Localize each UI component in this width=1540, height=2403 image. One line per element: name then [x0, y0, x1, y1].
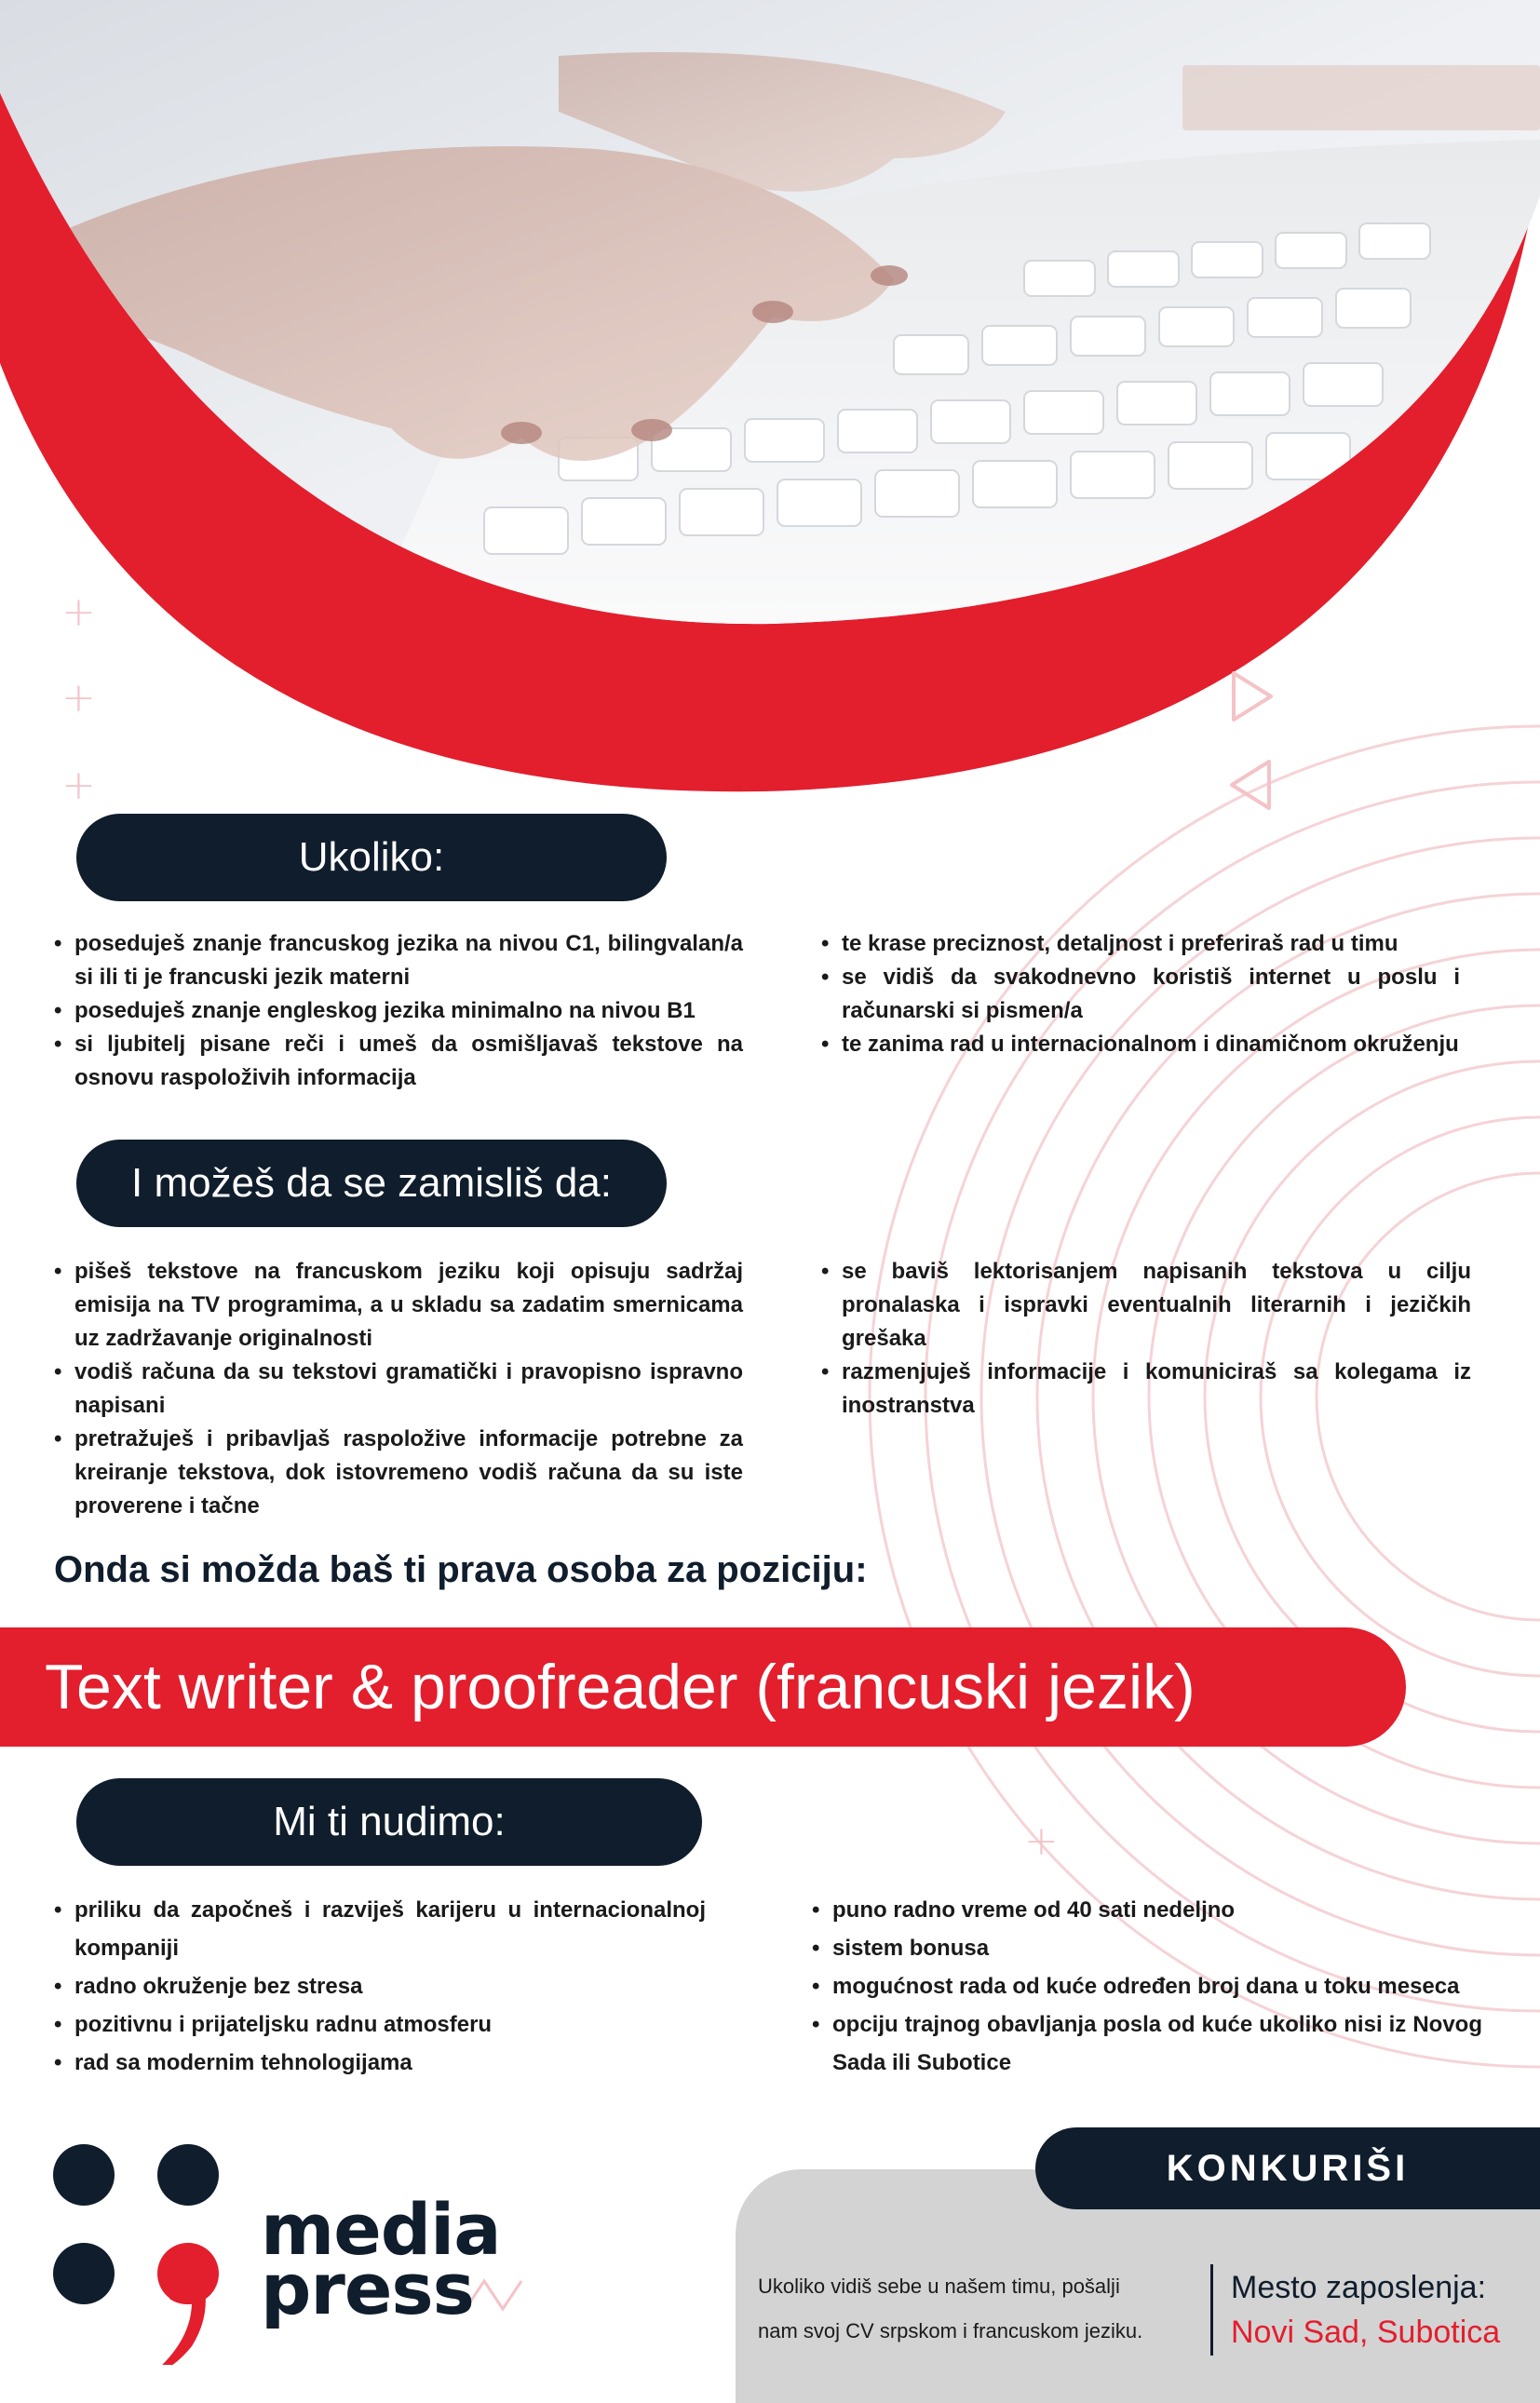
footer-divider — [1210, 2264, 1213, 2356]
hero-image — [0, 0, 1540, 801]
section-heading-offer-text: Mi ti nudimo: — [273, 1799, 506, 1844]
plus-deco-icon: + — [61, 588, 96, 636]
list-item: • priliku da započneš i razviješ karijeru u internacionalnoj kompaniji — [54, 1891, 706, 1967]
apply-button-label: KONKURIŠI — [1166, 2147, 1410, 2189]
position-title: Text writer & proofreader (francuski jezik) — [45, 1652, 1196, 1722]
section-heading-offer — [76, 1778, 702, 1866]
media-press-logo-icon — [52, 2141, 248, 2365]
list-item: • te krase preciznost, detaljnost i preferiraš rad u timu — [821, 927, 1460, 961]
list-item: • pretražuješ i pribavljaš raspoložive informacije potrebne za kreiranje tekstova, dok istovremeno vodiš računa da su iste proverene i tačne — [54, 1423, 743, 1523]
plus-deco-icon: + — [1024, 1817, 1059, 1865]
list-item: • pišeš tekstove na francuskom jeziku koji opisuju sadržaj emisija na TV programima, a u skladu sa zadatim smernicama uz zadržavanje originalnosti — [54, 1255, 743, 1356]
plus-deco-icon: + — [61, 674, 96, 722]
logo-word-media: media — [261, 2188, 501, 2271]
section-heading-if — [76, 814, 667, 901]
list-item: • vodiš računa da su tekstovi gramatički i pravopisno ispravno napisani — [54, 1356, 743, 1423]
location-value: Novi Sad, Subotica — [1231, 2315, 1501, 2350]
list-item: • razmenjuješ informacije i komuniciraš sa kolegama iz inostranstva — [821, 1356, 1471, 1423]
location-label: Mesto zaposlenja: — [1231, 2270, 1487, 2305]
list-item: • si ljubitelj pisane reči i umeš da osmišljavaš tekstove na osnovu raspoloživih informacija — [54, 1028, 743, 1095]
section-heading-imagine — [76, 1140, 667, 1227]
apply-button[interactable] — [1035, 2127, 1540, 2209]
cta-text — [758, 2264, 1205, 2354]
cta-line-1: Ukoliko vidiš sebe u našem timu, pošalji — [758, 2275, 1120, 2298]
offer-list-right — [812, 1891, 1482, 2082]
list-item: • poseduješ znanje francuskog jezika na nivou C1, bilingvalan/a si ili ti je francuski jezik materni — [54, 927, 743, 994]
logo-word-press: press — [261, 2248, 474, 2330]
if-list-right — [821, 927, 1460, 1061]
list-item: • sistem bonusa — [812, 1929, 1482, 1967]
imagine-list-right — [821, 1255, 1471, 1423]
list-item: • opciju trajnog obavljanja posla od kuće ukoliko nisi iz Novog Sada ili Subotice — [812, 2005, 1482, 2082]
if-list-left — [54, 927, 743, 1095]
cta-line-2: nam svoj CV srpskom i francuskom jeziku. — [758, 2319, 1143, 2342]
lead-in-text: Onda si možda baš ti prava osoba za poziciju: — [54, 1549, 868, 1590]
list-item: • pozitivnu i prijateljsku radnu atmosferu — [54, 2005, 706, 2044]
section-heading-if-text: Ukoliko: — [298, 834, 445, 880]
list-item: • radno okruženje bez stresa — [54, 1967, 706, 2005]
list-item: • se baviš lektorisanjem napisanih tekstova u cilju pronalaska i ispravki eventualnih literarnih i jezičkih grešaka — [821, 1255, 1471, 1356]
section-heading-imagine-text: I možeš da se zamisliš da: — [131, 1160, 612, 1206]
plus-deco-icon: + — [61, 762, 96, 809]
offer-list-left — [54, 1891, 706, 2082]
list-item: • se vidiš da svakodnevno koristiš internet u poslu i računarski si pismen/a — [821, 961, 1460, 1028]
position-banner — [0, 1627, 1406, 1747]
list-item: • mogućnost rada od kuće određen broj dana u toku meseca — [812, 1967, 1482, 2005]
list-item: • puno radno vreme od 40 sati nedeljno — [812, 1891, 1482, 1929]
imagine-list-left — [54, 1255, 743, 1523]
list-item: • poseduješ znanje engleskog jezika minimalno na nivou B1 — [54, 994, 743, 1028]
list-item: • te zanima rad u internacionalnom i dinamičnom okruženju — [821, 1028, 1460, 1061]
list-item: • rad sa modernim tehnologijama — [54, 2044, 706, 2082]
